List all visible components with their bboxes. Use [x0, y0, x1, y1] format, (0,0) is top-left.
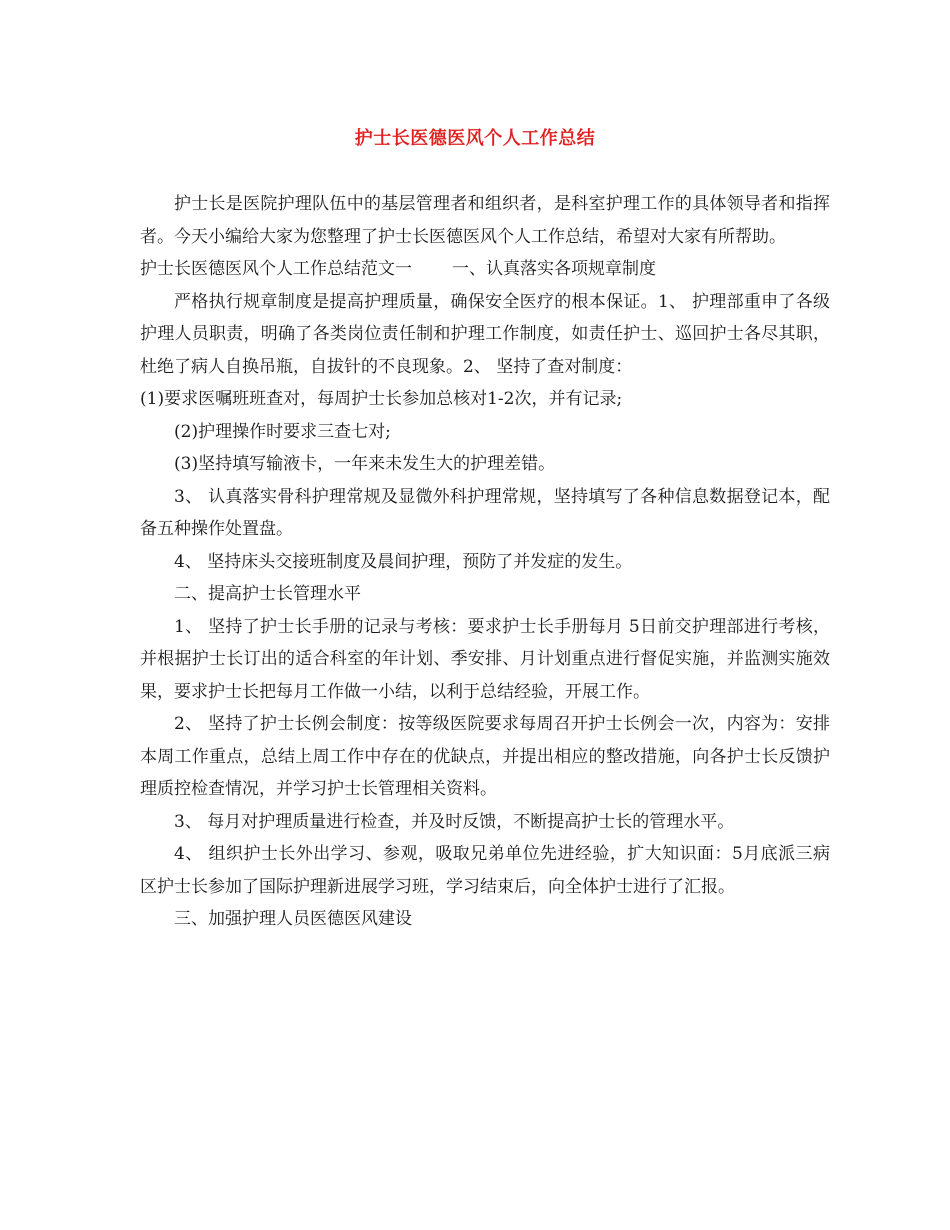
intro-paragraph: 护士长是医院护理队伍中的基层管理者和组织者，是科室护理工作的具体领导者和指挥者。今天小编给大家为您整理了护士长医德医风个人工作总结，希望对大家有所帮助。	[140, 194, 830, 247]
paragraph-1-sub-1: (1)要求医嘱班班查对，每周护士长参加总核对1-2次，并有记录;	[140, 389, 623, 409]
paragraph-7: 4、 组织护士长外出学习、参观，吸取兄弟单位先进经验，扩大知识面：5月底派三病区护士长参加了国际护理新进展学习班，学习结束后，向全体护士进行了汇报。	[140, 844, 830, 897]
sample-heading: 护士长医德医风个人工作总结范文一	[140, 259, 412, 279]
section3-heading: 三、加强护理人员医德医风建设	[174, 909, 412, 929]
paragraph-1-sub-2: (2)护理操作时要求三查七对;	[174, 421, 391, 442]
document-title: 护士长医德医风个人工作总结	[354, 128, 596, 149]
sample-heading-line	[140, 253, 830, 286]
document-body	[140, 188, 830, 936]
paragraph-4: 1、 坚持了护士长手册的记录与考核：要求护士长手册每月 5日前交护理部进行考核，并根据护士长订出的适合科室的年计划、季安排、月计划重点进行督促实施，并监测实施效果，要求护士长把每月工作做一小结，以利于总结经验，开展工作。	[140, 616, 830, 702]
paragraph-5: 2、 坚持了护士长例会制度：按等级医院要求每周召开护士长例会一次，内容为：安排本周工作重点，总结上周工作中存在的优缺点，并提出相应的整改措施，向各护士长反馈护理质控检查情况，并学习护士长管理相关资料。	[140, 714, 830, 799]
paragraph-6: 3、 每月对护理质量进行检查，并及时反馈，不断提高护士长的管理水平。	[174, 811, 735, 832]
section1-heading: 一、认真落实各项规章制度	[452, 259, 656, 279]
paragraph-3: 4、 坚持床头交接班制度及晨间护理，预防了并发症的发生。	[174, 551, 633, 572]
heading-spacer	[412, 253, 452, 286]
paragraph-2: 3、 认真落实骨科护理常规及显微外科护理常规，坚持填写了各种信息数据登记本，配备五种操作处置盘。	[140, 486, 830, 539]
paragraph-1: 严格执行规章制度是提高护理质量，确保安全医疗的根本保证。1、 护理部重申了各级护理人员职责，明确了各类岗位责任制和护理工作制度，如责任护士、巡回护士各尽其职，杜绝了病人自换吊瓶，自拔针的不良现象。2、 坚持了查对制度：	[140, 291, 830, 377]
section2-heading: 二、提高护士长管理水平	[174, 584, 361, 604]
paragraph-1-sub-3: (3)坚持填写输液卡，一年来未发生大的护理差错。	[174, 454, 556, 474]
